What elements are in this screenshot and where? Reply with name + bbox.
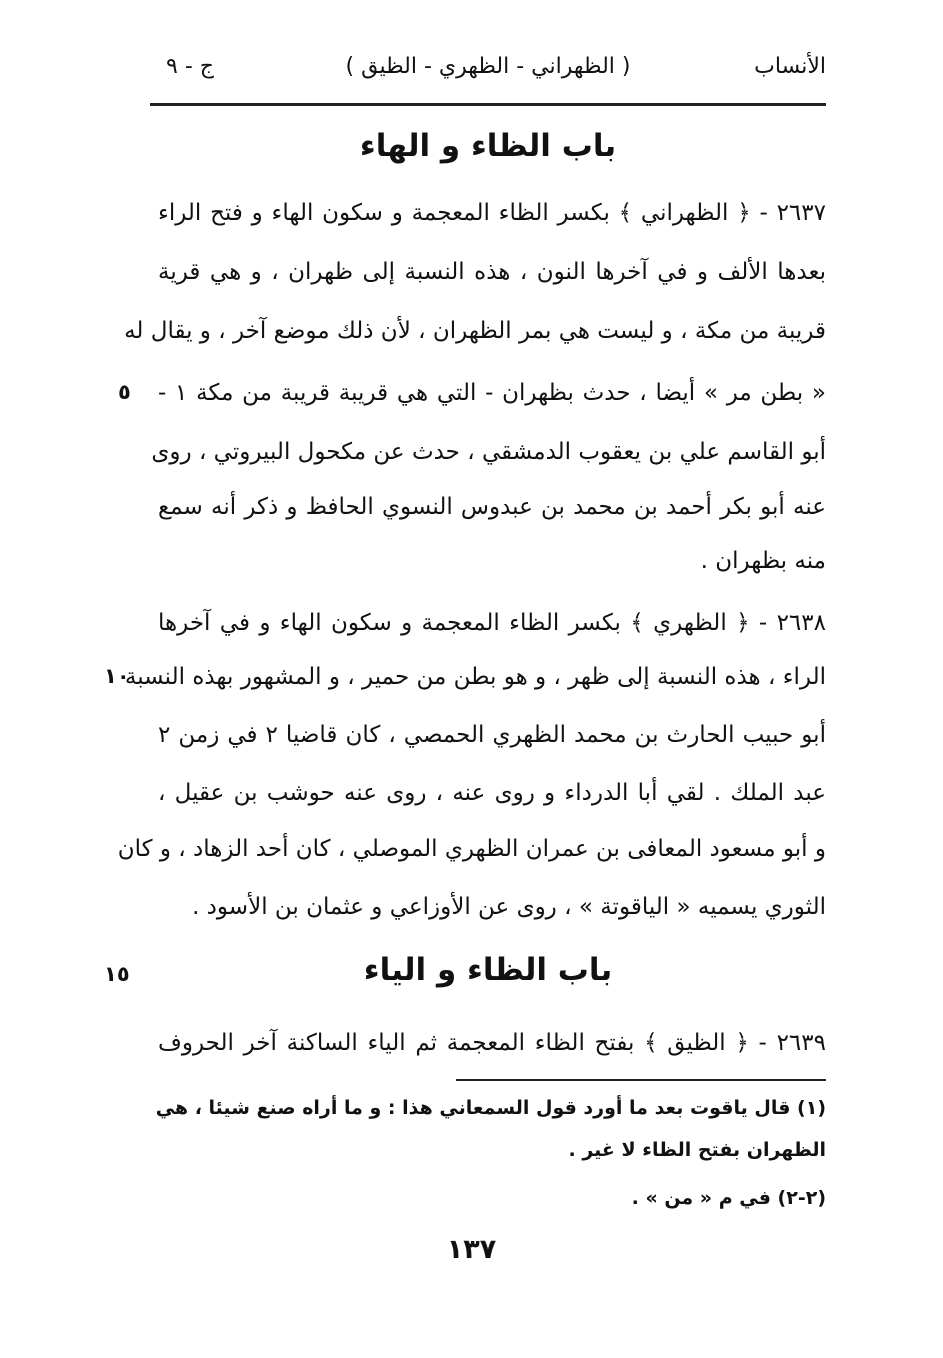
header-rule (150, 103, 826, 106)
entry-2638-line-2: الراء ، هذه النسبة إلى ظهر ، و هو بطن من حمير ، و المشهور بهذه النسبة (124, 664, 826, 690)
entry-2638-line-6: الثوري يسميه « الياقوتة » ، روى عن الأوزاعي و عثمان بن الأسود . (192, 894, 826, 920)
margin-line-number: ١٥ (104, 962, 130, 986)
entry-2637-line-6: عنه أبو بكر أحمد بن محمد بن عبدوس النسوي الحافظ و ذكر أنه سمع (158, 494, 826, 520)
entry-2637-line-2: بعدها الألف و في آخرها النون ، هذه النسبة إلى ظهران ، و هي قرية (158, 259, 826, 285)
entry-2638-line-4: عبد الملك . لقي أبا الدرداء و روى عنه ، روى عنه حوشب بن عقيل ، (158, 780, 826, 806)
entry-2637-line-4: « بطن مر » أيضا ، حدث بظهران - التي هي قريبة قريبة من مكة ١ - (158, 380, 826, 406)
header-entries-range: ( الظهراني - الظهري - الظيق ) (345, 54, 631, 79)
footnote-1-line-1: (١) قال ياقوت بعد ما أورد قول السمعاني هذا : و ما أراه صنع شيئا ، هي (155, 1097, 826, 1119)
running-header (150, 40, 826, 100)
footnote-rule (456, 1079, 826, 1081)
margin-line-number: ١٠ (104, 664, 130, 688)
entry-2637-line-5: أبو القاسم علي بن يعقوب الدمشقي ، حدث عن مكحول البيروتي ، روى (151, 439, 826, 465)
entry-2637-line-3: قريبة من مكة ، و ليست هي بمر الظهران ، لأن ذلك موضع آخر ، و يقال له (124, 318, 826, 344)
entry-2639-line-1: ٢٦٣٩ - ﴿ الظيق ﴾ بفتح الظاء المعجمة ثم الياء الساكنة آخر الحروف (158, 1030, 826, 1056)
margin-line-number: ٥ (118, 380, 131, 404)
header-volume: ج - ٩ (166, 54, 214, 79)
entry-2637-line-7: منه بظهران . (700, 548, 826, 574)
section-heading-zha-ha: باب الظاء و الهاء (359, 128, 617, 164)
section-heading-zha-ya: باب الظاء و الياء (363, 952, 613, 988)
page-number: ١٣٧ (446, 1234, 497, 1265)
footnote-2: (٢-٢) في م « من » . (631, 1187, 826, 1209)
entry-2638-line-5: و أبو مسعود المعافى بن عمران الظهري الموصلي ، كان أحد الزهاد ، و كان (117, 836, 826, 862)
entry-2638-line-3: أبو حبيب الحارث بن محمد الظهري الحمصي ، كان قاضيا ٢ في زمن ٢ (158, 722, 826, 748)
footnote-1-line-2: الظهران بفتح الظاء لا غير . (568, 1139, 826, 1161)
entry-2637-line-1: ٢٦٣٧ - ﴿ الظهراني ﴾ بكسر الظاء المعجمة و سكون الهاء و فتح الراء (158, 200, 826, 226)
entry-2638-line-1: ٢٦٣٨ - ﴿ الظهري ﴾ بكسر الظاء المعجمة و سكون الهاء و في آخرها (158, 610, 826, 636)
header-book-title: الأنساب (754, 54, 826, 79)
